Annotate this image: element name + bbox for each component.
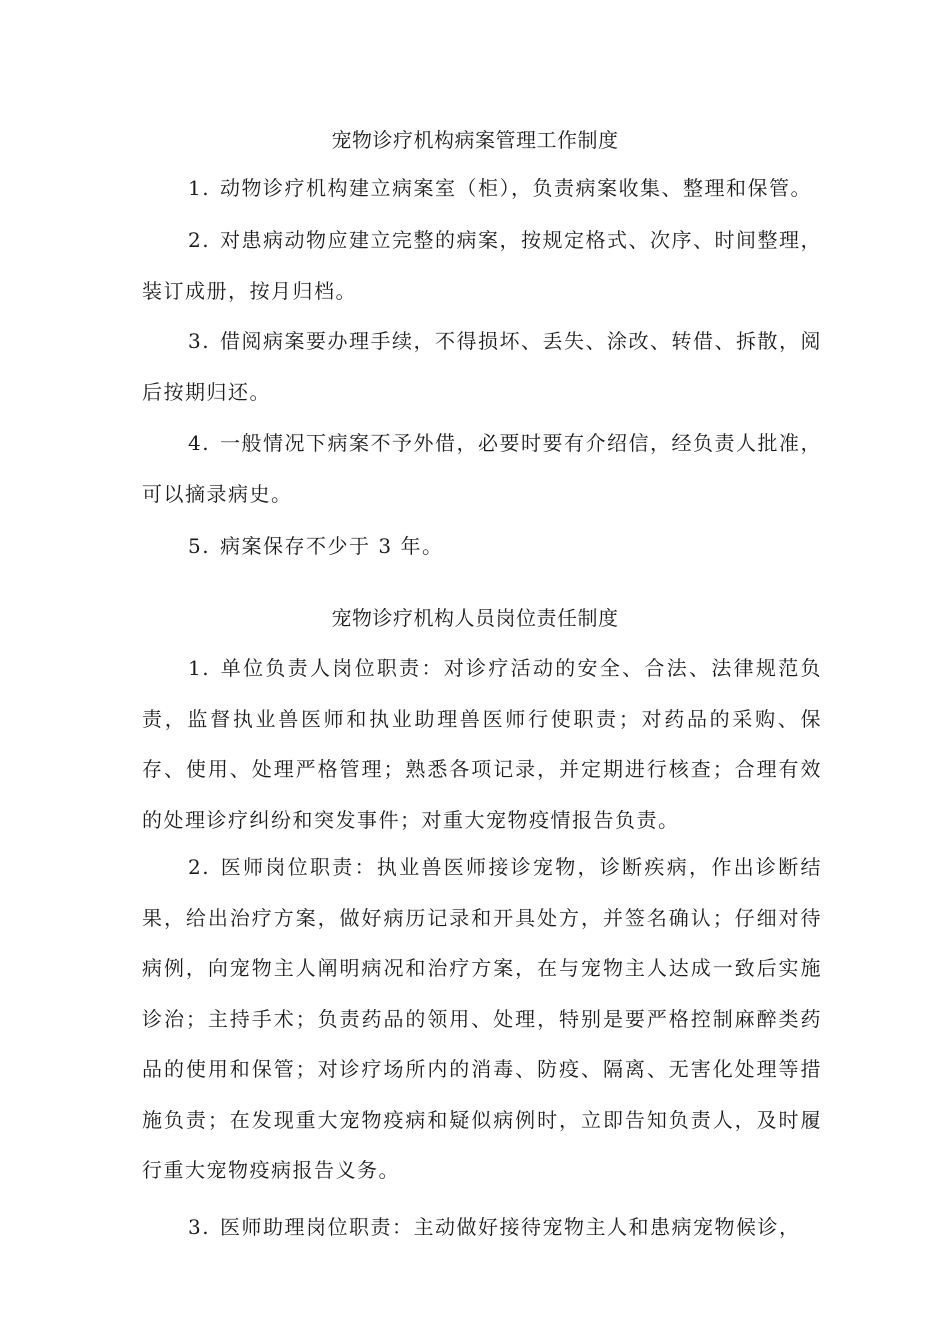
item-text: 动物诊疗机构建立病案室（柜），负责病案收集、整理和保管。 <box>220 176 812 200</box>
item-text: 一般情况下病案不予外借，必要时要有介绍信，经负责人批准，可以摘录病史。 <box>142 431 822 506</box>
item-number: 1. <box>188 656 211 680</box>
list-item <box>142 521 822 572</box>
item-text: 病案保存不少于 3 年。 <box>220 534 444 558</box>
item-number: 5. <box>188 534 211 558</box>
list-item <box>142 163 822 214</box>
list-item <box>142 842 822 1196</box>
item-number: 4. <box>188 431 211 455</box>
item-number: 1. <box>188 176 211 200</box>
item-number: 2. <box>188 855 211 879</box>
list-item <box>142 316 822 417</box>
list-item <box>142 215 822 316</box>
item-text: 对患病动物应建立完整的病案，按规定格式、次序、时间整理，装订成册，按月归档。 <box>142 228 822 303</box>
list-item <box>142 418 822 519</box>
list-item <box>142 643 822 845</box>
item-number: 2. <box>188 228 211 252</box>
item-number: 3. <box>188 1215 211 1239</box>
section-title: 宠物诊疗机构人员岗位责任制度 <box>331 606 619 630</box>
item-text: 单位负责人岗位职责：对诊疗活动的安全、合法、法律规范负责，监督执业兽医师和执业助理兽医师行使职责；对药品的采购、保存、使用、处理严格管理；熟悉各项记录，并定期进行核查；合理有效的处理诊疗纠纷和突发事件；对重大宠物疫情报告负责。 <box>142 656 822 832</box>
item-text: 医师助理岗位职责：主动做好接待宠物主人和患病宠物候诊， <box>220 1215 801 1239</box>
item-text: 借阅病案要办理手续，不得损坏、丢失、涂改、转借、拆散，阅后按期归还。 <box>142 329 822 404</box>
section-title: 宠物诊疗机构病案管理工作制度 <box>331 128 619 152</box>
item-text: 医师岗位职责：执业兽医师接诊宠物，诊断疾病，作出诊断结果，给出治疗方案，做好病历记录和开具处方，并签名确认；仔细对待病例，向宠物主人阐明病况和治疗方案，在与宠物主人达成一致后实施诊治；主持手术；负责药品的领用、处理，特别是要严格控制麻醉类药品的使用和保管；对诊疗场所内的消毒、防疫、隔离、无害化处理等措施负责；在发现重大宠物疫病和疑似病例时，立即告知负责人，及时履行重大宠物疫病报告义务。 <box>142 855 822 1182</box>
list-item <box>142 1202 822 1253</box>
item-number: 3. <box>188 329 211 353</box>
